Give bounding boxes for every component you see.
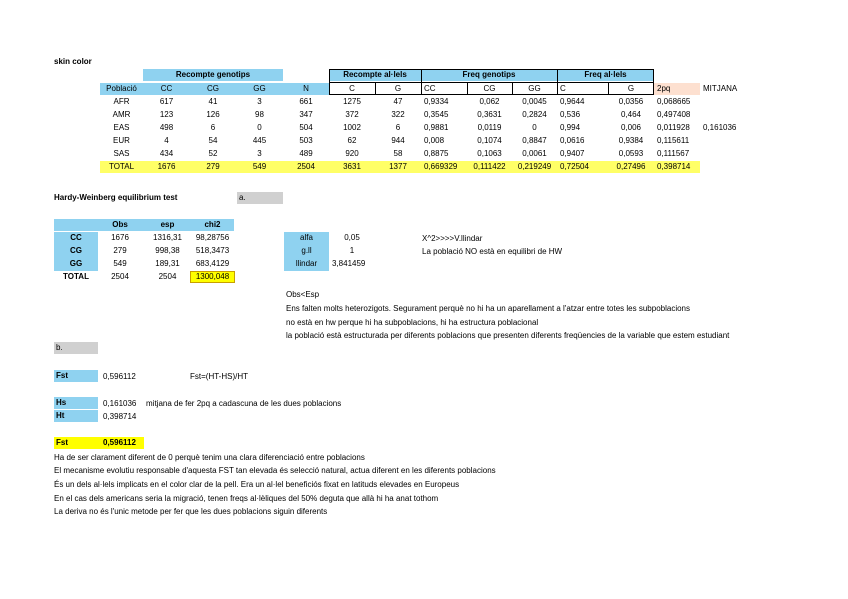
hw-cell: 189,31	[155, 259, 180, 268]
table-cell-r4-4: 489	[299, 149, 313, 158]
table-cell-r0-10: 0,9644	[560, 97, 585, 106]
fst-label: Fst	[54, 370, 98, 382]
table-cell-r3-0: EUR	[113, 136, 130, 145]
table-cell-r4-8: 0,1063	[477, 149, 502, 158]
table-cell-r2-9: 0	[532, 123, 537, 132]
hw-obs-esp: Obs<Esp	[286, 290, 320, 299]
hw-cell: 2504	[158, 272, 177, 281]
hw-row-label: TOTAL	[63, 272, 89, 281]
fst-line: Ha de ser clarament diferent de 0 perquè tenim una clara diferenciació entre poblacions	[54, 453, 365, 462]
table-cell-r3-2: 54	[208, 136, 218, 145]
hw-row-label: GG	[69, 259, 83, 268]
table-cell-r0-4: 661	[299, 97, 313, 106]
column-header-2: CG	[190, 83, 236, 95]
param-label: llindar	[295, 259, 318, 268]
table-cell-r1-12: 0,497408	[657, 110, 691, 119]
fst-result-value: 0,596112	[103, 438, 136, 447]
column-header-4: N	[283, 83, 329, 95]
ht-label: Ht	[54, 410, 98, 422]
fst-line: És un dels al·lels implicats en el color clar de la pell. Era un al·lel beneficiós fixat en latituds elevades en Europeus	[54, 480, 460, 489]
table-cell-r1-4: 347	[299, 110, 313, 119]
table-cell-r1-2: 126	[206, 110, 220, 119]
group-header-alleles: Recompte al·lels	[329, 69, 421, 81]
table-cell-r0-11: 0,0356	[618, 97, 644, 106]
table-cell-r2-3: 0	[257, 123, 262, 132]
table-cell-r4-0: SAS	[113, 149, 130, 158]
total-cell-11: 0,27496	[608, 161, 654, 173]
table-cell-r2-6: 6	[395, 123, 401, 132]
table-cell-r1-1: 123	[159, 110, 174, 119]
hw-col-obs: Obs	[112, 220, 128, 229]
table-cell-r0-7: 0,9334	[424, 97, 449, 106]
fst-value: 0,596112	[103, 372, 136, 381]
table-cell-r4-9: 0,0061	[522, 149, 547, 158]
table-cell-r1-13	[700, 109, 746, 121]
table-cell-r0-2: 41	[208, 97, 218, 106]
column-header-7: CC	[424, 84, 436, 93]
hw-row-label: CG	[70, 246, 82, 255]
column-header-5: C	[349, 84, 355, 93]
table-cell-r3-10: 0,0616	[560, 136, 585, 145]
hs-value: 0,161036	[103, 399, 137, 408]
hw-cell: 1300,048	[190, 271, 235, 283]
column-header-10: C	[560, 84, 566, 93]
sheet-title: skin color	[54, 57, 92, 66]
table-cell-r2-11: 0,006	[620, 123, 642, 132]
total-cell-7: 0,669329	[421, 161, 467, 173]
group-header-freq-alleles: Freq al·lels	[557, 69, 654, 81]
table-cell-r3-6: 944	[391, 136, 405, 145]
table-cell-r2-1: 498	[159, 123, 174, 132]
group-header-genotips: Recompte genotips	[143, 69, 283, 81]
fst-formula: Fst=(HT-HS)/HT	[190, 372, 248, 381]
label-b: b.	[54, 342, 98, 354]
column-header-1: CC	[143, 83, 190, 95]
column-header-13: MITJANA	[703, 84, 738, 93]
param-value: 0,05	[344, 233, 360, 242]
hs-label: Hs	[54, 397, 98, 409]
hw-note-conclusion: La població NO està en equilibri de HW	[422, 247, 563, 256]
table-cell-r4-2: 52	[208, 149, 218, 158]
fst-line: En el cas dels americans seria la migració, tenen freqs al·lèliques del 50% deguta que allà hi ha anat tothom	[54, 494, 439, 503]
table-cell-r3-12: 0,115611	[657, 136, 690, 145]
total-cell-5: 3631	[329, 161, 375, 173]
table-cell-r1-0: AMR	[112, 110, 131, 119]
table-cell-r1-8: 0,3631	[477, 110, 502, 119]
table-cell-r2-7: 0,9881	[424, 123, 449, 132]
table-cell-r3-4: 503	[299, 136, 313, 145]
table-cell-r4-7: 0,8875	[424, 149, 449, 158]
group-header-freq-genotips: Freq genotips	[421, 69, 557, 81]
fst-line: El mecanisme evolutiu responsable d'aquesta FST tan elevada és selecció natural, actua diferent en les diferents poblacions	[54, 466, 496, 475]
table-cell-r0-0: AFR	[113, 97, 130, 106]
table-cell-r3-13	[700, 135, 746, 147]
total-cell-1: 1676	[143, 161, 190, 173]
column-header-9: GG	[528, 84, 541, 93]
table-cell-r2-12: 0,011928	[657, 123, 690, 132]
table-cell-r2-5: 1002	[343, 123, 361, 132]
param-value: 3,841459	[332, 259, 366, 268]
table-cell-r2-8: 0,0119	[477, 123, 502, 132]
hw-cell: 998,38	[155, 246, 180, 255]
total-cell-3: 549	[236, 161, 283, 173]
column-header-12: 2pq	[654, 83, 700, 95]
table-cell-r4-5: 920	[345, 149, 359, 158]
table-cell-r0-9: 0,0045	[522, 97, 547, 106]
hw-cell: 98,28756	[195, 233, 230, 242]
total-cell-4: 2504	[283, 161, 329, 173]
total-cell-8: 0,111422	[467, 161, 512, 173]
hw-col-esp: esp	[160, 220, 175, 229]
label-a: a.	[237, 192, 283, 204]
total-cell-9: 0,219249	[512, 161, 557, 173]
table-cell-r0-1: 617	[159, 97, 174, 106]
param-label: g.ll	[301, 246, 312, 255]
table-cell-r1-11: 0,464	[620, 110, 642, 119]
param-label: alfa	[300, 233, 313, 242]
table-cell-r3-5: 62	[347, 136, 357, 145]
table-cell-r0-8: 0,062	[479, 97, 500, 106]
table-cell-r4-11: 0,0593	[618, 149, 644, 158]
table-cell-r3-1: 4	[164, 136, 169, 145]
table-cell-r3-3: 445	[252, 136, 267, 145]
table-cell-r1-6: 322	[391, 110, 405, 119]
column-header-6: G	[394, 84, 402, 93]
table-cell-r0-3: 3	[257, 97, 262, 106]
table-cell-r0-12: 0,068665	[657, 97, 691, 106]
table-cell-r1-5: 372	[345, 110, 359, 119]
table-cell-r3-7: 0,008	[424, 136, 445, 145]
hw-cell: 1316,31	[153, 233, 182, 242]
total-cell-10: 0,72504	[557, 161, 608, 173]
hw-title: Hardy-Weinberg equilibrium test	[54, 193, 178, 202]
table-cell-r4-6: 58	[393, 149, 403, 158]
table-cell-r1-10: 0,536	[560, 110, 581, 119]
table-cell-r4-10: 0,9407	[560, 149, 585, 158]
param-value: 1	[349, 246, 355, 255]
table-cell-r3-9: 0,8847	[522, 136, 547, 145]
table-cell-r2-4: 504	[299, 123, 313, 132]
hw-line: Ens falten molts heterozigots. Segurament perquè no hi ha un aparellament a l'atzar entre totes les subpoblacions	[286, 304, 690, 313]
hw-note-threshold: X^2>>>>V.llindar	[422, 234, 483, 243]
total-cell-6: 1377	[375, 161, 421, 173]
fst-result-label: Fst	[56, 438, 68, 447]
column-header-11: G	[627, 84, 635, 93]
table-cell-r4-13	[700, 148, 746, 160]
hw-cell: 2504	[111, 272, 129, 281]
hw-line: la població està estructurada per diferents poblacions que presenten diferents freqüencies de la variable que estem estudiant	[286, 331, 730, 340]
table-cell-r2-10: 0,994	[560, 123, 581, 132]
hw-cell: 279	[113, 246, 127, 255]
column-header-0: Població	[100, 83, 143, 95]
table-cell-r0-5: 1275	[343, 97, 361, 106]
fst-line: La deriva no és l'unic metode per fer que les dues poblacions siguin diferents	[54, 507, 328, 516]
table-cell-r2-0: EAS	[113, 123, 130, 132]
hw-cell: 549	[113, 259, 127, 268]
hw-cell: 518,3473	[195, 246, 230, 255]
hw-row-label: CC	[70, 233, 82, 242]
ht-value: 0,398714	[103, 412, 137, 421]
hs-note: mitjana de fer 2pq a cadascuna de les dues poblacions	[146, 399, 342, 408]
table-cell-r1-9: 0,2824	[522, 110, 547, 119]
table-cell-r4-12: 0,111567	[657, 149, 690, 158]
hw-cell: 1676	[111, 233, 129, 242]
column-header-8: CG	[483, 84, 496, 93]
total-cell-12: 0,398714	[654, 161, 700, 173]
total-cell-13	[700, 161, 746, 173]
table-cell-r0-6: 47	[393, 97, 403, 106]
hw-cell: 683,4129	[195, 259, 230, 268]
table-cell-r1-7: 0,3545	[424, 110, 449, 119]
table-cell-r4-3: 3	[257, 149, 262, 158]
total-cell-2: 279	[190, 161, 236, 173]
table-cell-r4-1: 434	[159, 149, 174, 158]
hw-line: no està en hw perque hi ha subpoblacions, hi ha estructura poblacional	[286, 318, 539, 327]
table-cell-r3-8: 0,1074	[477, 136, 502, 145]
table-cell-r2-13: 0,161036	[703, 123, 737, 132]
column-header-3: GG	[236, 83, 283, 95]
hw-col-chi2: chi2	[204, 220, 221, 229]
table-cell-r1-3: 98	[255, 110, 264, 119]
total-cell-0: TOTAL	[100, 161, 143, 173]
table-cell-r2-2: 6	[210, 123, 216, 132]
table-cell-r3-11: 0,9384	[618, 136, 644, 145]
table-cell-r0-13	[700, 96, 746, 108]
